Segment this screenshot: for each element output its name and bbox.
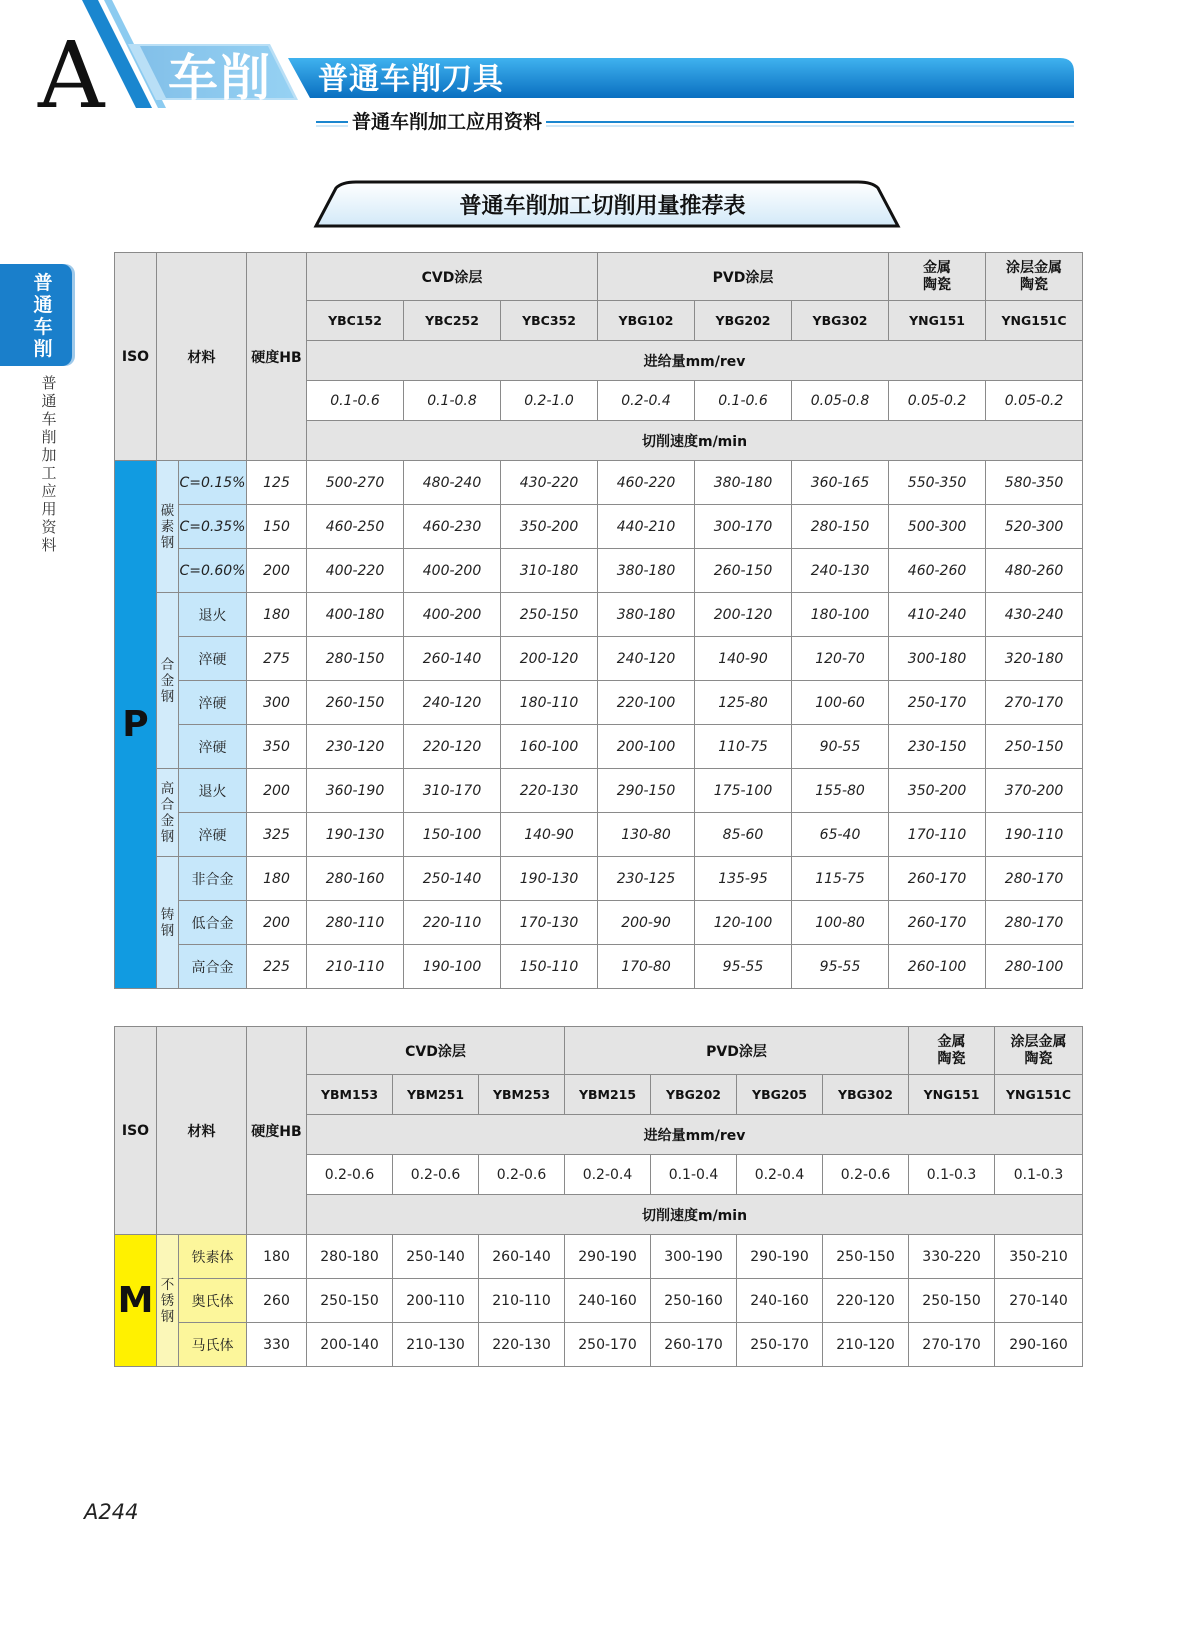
material-sub-cell: 马氏体 [179,1323,247,1367]
material-sub-cell: C=0.60% [179,549,247,593]
material-sub-cell: 铁素体 [179,1235,247,1279]
speed-cell: 170-80 [598,945,695,989]
speed-cell: 260-170 [889,901,986,945]
speed-cell: 180-110 [501,681,598,725]
speed-cell: 250-150 [823,1235,909,1279]
grade-header: YBG302 [792,301,889,341]
table-row [115,813,1083,857]
speed-cell: 290-150 [598,769,695,813]
speed-cell: 210-110 [307,945,404,989]
material-sub-cell: 淬硬 [179,725,247,769]
speed-cell: 200-100 [598,725,695,769]
speed-cell: 460-260 [889,549,986,593]
section-title: 车削 [168,49,272,107]
speed-cell: 400-200 [404,549,501,593]
speed-cell: 250-150 [501,593,598,637]
hardness-cell: 225 [247,945,307,989]
speed-cell: 170-130 [501,901,598,945]
speed-cell: 200-90 [598,901,695,945]
side-vertical-text: 普通车削加工应用资料 [41,374,57,554]
feed-label: 进给量mm/rev [307,341,1083,381]
cermet-header-text: 金属陶瓷 [923,259,952,293]
speed-cell: 150-110 [501,945,598,989]
speed-cell: 280-150 [307,637,404,681]
hardness-cell: 350 [247,725,307,769]
page-number: A244 [84,1500,139,1524]
table-row [115,769,1083,813]
grade-header: YBG205 [737,1075,823,1115]
speed-cell: 460-250 [307,505,404,549]
speed-cell: 260-150 [695,549,792,593]
speed-cell: 250-160 [651,1279,737,1323]
table-row [115,593,1083,637]
speed-cell: 260-140 [404,637,501,681]
material-sub-cell: C=0.35% [179,505,247,549]
speed-cell: 290-190 [565,1235,651,1279]
cermet-group-header [909,1027,995,1075]
speed-cell: 400-220 [307,549,404,593]
iso-header: ISO [115,1027,157,1235]
speed-cell: 580-350 [986,461,1083,505]
speed-cell: 95-55 [792,945,889,989]
speed-cell: 125-80 [695,681,792,725]
speed-cell: 310-170 [404,769,501,813]
speed-cell: 190-100 [404,945,501,989]
speed-cell: 250-170 [737,1323,823,1367]
speed-cell: 250-150 [307,1279,393,1323]
speed-cell: 240-160 [737,1279,823,1323]
speed-cell: 430-220 [501,461,598,505]
cutting-table-p [114,252,1083,989]
speed-cell: 400-180 [307,593,404,637]
coated-cermet-header-text: 涂层金属陶瓷 [1006,259,1063,293]
material-group-label: 合金钢 [160,656,175,705]
table-title: 普通车削加工切削用量推荐表 [459,194,746,219]
feed-value: 0.1-0.6 [307,381,404,421]
speed-label: 切削速度m/min [307,421,1083,461]
speed-cell: 210-120 [823,1323,909,1367]
feed-value: 0.05-0.8 [792,381,889,421]
speed-cell: 200-120 [695,593,792,637]
speed-cell: 380-180 [695,461,792,505]
cutting-table-m [114,1026,1083,1367]
hardness-cell: 330 [247,1323,307,1367]
grade-header: YBC152 [307,301,404,341]
speed-cell: 500-300 [889,505,986,549]
material-sub-cell: 退火 [179,593,247,637]
speed-cell: 240-120 [598,637,695,681]
hardness-cell: 200 [247,769,307,813]
speed-cell: 520-300 [986,505,1083,549]
grade-header: YNG151 [889,301,986,341]
grade-header: YBG102 [598,301,695,341]
material-group-label: 铸钢 [160,906,175,939]
hardness-header: 硬度HB [247,1027,307,1235]
hardness-cell: 200 [247,549,307,593]
speed-cell: 350-210 [995,1235,1083,1279]
hardness-cell: 180 [247,1235,307,1279]
speed-cell: 280-150 [792,505,889,549]
hardness-header: 硬度HB [247,253,307,461]
speed-cell: 310-180 [501,549,598,593]
feed-value: 0.1-0.8 [404,381,501,421]
feed-value: 0.1-0.6 [695,381,792,421]
hardness-cell: 180 [247,857,307,901]
speed-cell: 150-100 [404,813,501,857]
hardness-cell: 325 [247,813,307,857]
side-tab-label: 普通车削 [33,272,53,360]
speed-cell: 110-75 [695,725,792,769]
speed-cell: 290-160 [995,1323,1083,1367]
speed-cell: 400-200 [404,593,501,637]
speed-cell: 370-200 [986,769,1083,813]
speed-cell: 190-130 [501,857,598,901]
material-group-cell [157,857,179,989]
grade-header: YBM253 [479,1075,565,1115]
cvd-group-header: CVD涂层 [307,1027,565,1075]
page-subtitle: 普通车削加工应用资料 [348,109,546,135]
grade-header: YBG302 [823,1075,909,1115]
grade-header: YNG151C [986,301,1083,341]
speed-cell: 270-170 [986,681,1083,725]
speed-cell: 260-150 [307,681,404,725]
table-row [115,1279,1083,1323]
hardness-cell: 275 [247,637,307,681]
pvd-group-header: PVD涂层 [565,1027,909,1075]
speed-cell: 240-160 [565,1279,651,1323]
table-row [115,637,1083,681]
speed-cell: 250-140 [393,1235,479,1279]
cermet-header-text: 金属陶瓷 [937,1033,966,1067]
speed-cell: 550-350 [889,461,986,505]
speed-cell: 280-170 [986,901,1083,945]
grade-header: YBC352 [501,301,598,341]
table-row [115,505,1083,549]
speed-cell: 300-170 [695,505,792,549]
table-row [115,461,1083,505]
speed-cell: 360-165 [792,461,889,505]
hardness-cell: 200 [247,901,307,945]
speed-cell: 480-260 [986,549,1083,593]
table-row [115,549,1083,593]
speed-cell: 270-140 [995,1279,1083,1323]
speed-cell: 240-120 [404,681,501,725]
table-row [115,1323,1083,1367]
hardness-cell: 300 [247,681,307,725]
speed-cell: 280-160 [307,857,404,901]
material-group-cell [157,1235,179,1367]
speed-cell: 260-140 [479,1235,565,1279]
iso-header: ISO [115,253,157,461]
feed-value: 0.2-0.6 [393,1155,479,1195]
iso-class-cell: P [115,461,157,989]
speed-cell: 180-100 [792,593,889,637]
speed-cell: 115-75 [792,857,889,901]
table-row [115,901,1083,945]
feed-value: 0.2-0.4 [598,381,695,421]
speed-cell: 220-110 [404,901,501,945]
grade-header: YBC252 [404,301,501,341]
speed-cell: 210-110 [479,1279,565,1323]
speed-cell: 130-80 [598,813,695,857]
speed-cell: 250-150 [909,1279,995,1323]
material-header: 材料 [157,1027,247,1235]
speed-cell: 430-240 [986,593,1083,637]
speed-cell: 330-220 [909,1235,995,1279]
material-sub-cell: 奥氏体 [179,1279,247,1323]
speed-cell: 160-100 [501,725,598,769]
speed-cell: 200-110 [393,1279,479,1323]
section-letter: A [38,22,105,129]
coated-cermet-header-text: 涂层金属陶瓷 [1010,1033,1067,1067]
speed-cell: 250-170 [889,681,986,725]
speed-cell: 200-140 [307,1323,393,1367]
speed-cell: 190-130 [307,813,404,857]
speed-cell: 120-70 [792,637,889,681]
material-sub-cell: 退火 [179,769,247,813]
speed-cell: 155-80 [792,769,889,813]
speed-cell: 280-180 [307,1235,393,1279]
speed-cell: 230-120 [307,725,404,769]
feed-value: 0.1-0.4 [651,1155,737,1195]
speed-cell: 200-120 [501,637,598,681]
speed-cell: 300-180 [889,637,986,681]
speed-cell: 250-170 [565,1323,651,1367]
speed-cell: 290-190 [737,1235,823,1279]
material-header: 材料 [157,253,247,461]
speed-cell: 140-90 [501,813,598,857]
feed-value: 0.2-0.4 [737,1155,823,1195]
speed-cell: 170-110 [889,813,986,857]
feed-value: 0.2-0.6 [823,1155,909,1195]
speed-cell: 220-130 [501,769,598,813]
grade-header: YBG202 [695,301,792,341]
pvd-group-header: PVD涂层 [598,253,889,301]
feed-value: 0.05-0.2 [986,381,1083,421]
speed-cell: 100-80 [792,901,889,945]
feed-value: 0.1-0.3 [995,1155,1083,1195]
grade-header: YBM153 [307,1075,393,1115]
grade-header: YBM251 [393,1075,479,1115]
hardness-cell: 180 [247,593,307,637]
speed-cell: 500-270 [307,461,404,505]
speed-cell: 460-220 [598,461,695,505]
material-group-label: 高合金钢 [160,780,175,845]
speed-cell: 350-200 [501,505,598,549]
speed-cell: 95-55 [695,945,792,989]
speed-cell: 240-130 [792,549,889,593]
cvd-group-header: CVD涂层 [307,253,598,301]
speed-cell: 300-190 [651,1235,737,1279]
speed-cell: 480-240 [404,461,501,505]
material-group-cell [157,461,179,593]
table-row [115,681,1083,725]
hardness-cell: 260 [247,1279,307,1323]
material-sub-cell: C=0.15% [179,461,247,505]
speed-cell: 220-130 [479,1323,565,1367]
speed-cell: 280-170 [986,857,1083,901]
grade-header: YBG202 [651,1075,737,1115]
bar-title: 普通车削刀具 [318,62,504,97]
material-sub-cell: 淬硬 [179,637,247,681]
speed-cell: 260-170 [889,857,986,901]
speed-cell: 380-180 [598,549,695,593]
speed-cell: 280-110 [307,901,404,945]
feed-value: 0.2-0.4 [565,1155,651,1195]
speed-cell: 175-100 [695,769,792,813]
material-group-cell [157,593,179,769]
speed-cell: 90-55 [792,725,889,769]
material-group-label: 碳素钢 [160,502,175,551]
feed-value: 0.2-0.6 [479,1155,565,1195]
material-sub-cell: 非合金 [179,857,247,901]
speed-cell: 260-100 [889,945,986,989]
material-sub-cell: 高合金 [179,945,247,989]
speed-cell: 320-180 [986,637,1083,681]
coated-cermet-group-header [995,1027,1083,1075]
speed-cell: 85-60 [695,813,792,857]
speed-cell: 135-95 [695,857,792,901]
grade-header: YBM215 [565,1075,651,1115]
speed-cell: 120-100 [695,901,792,945]
speed-cell: 460-230 [404,505,501,549]
hardness-cell: 150 [247,505,307,549]
material-group-cell [157,769,179,857]
speed-cell: 220-120 [404,725,501,769]
speed-cell: 270-170 [909,1323,995,1367]
speed-cell: 190-110 [986,813,1083,857]
feed-value: 0.1-0.3 [909,1155,995,1195]
table-row [115,725,1083,769]
grade-header: YNG151 [909,1075,995,1115]
table-row [115,945,1083,989]
speed-cell: 250-140 [404,857,501,901]
feed-label: 进给量mm/rev [307,1115,1083,1155]
table-row [115,857,1083,901]
feed-value: 0.2-0.6 [307,1155,393,1195]
speed-cell: 140-90 [695,637,792,681]
material-group-label: 不锈钢 [160,1276,175,1325]
speed-cell: 360-190 [307,769,404,813]
coated-cermet-group-header [986,253,1083,301]
feed-value: 0.05-0.2 [889,381,986,421]
speed-label: 切削速度m/min [307,1195,1083,1235]
cermet-group-header [889,253,986,301]
speed-cell: 65-40 [792,813,889,857]
material-sub-cell: 低合金 [179,901,247,945]
material-sub-cell: 淬硬 [179,681,247,725]
speed-cell: 230-125 [598,857,695,901]
iso-class-cell: M [115,1235,157,1367]
hardness-cell: 125 [247,461,307,505]
speed-cell: 220-100 [598,681,695,725]
speed-cell: 220-120 [823,1279,909,1323]
table-row [115,1235,1083,1279]
speed-cell: 250-150 [986,725,1083,769]
grade-header: YNG151C [995,1075,1083,1115]
speed-cell: 280-100 [986,945,1083,989]
speed-cell: 100-60 [792,681,889,725]
speed-cell: 260-170 [651,1323,737,1367]
speed-cell: 380-180 [598,593,695,637]
speed-cell: 230-150 [889,725,986,769]
speed-cell: 350-200 [889,769,986,813]
speed-cell: 210-130 [393,1323,479,1367]
speed-cell: 410-240 [889,593,986,637]
feed-value: 0.2-1.0 [501,381,598,421]
material-sub-cell: 淬硬 [179,813,247,857]
speed-cell: 440-210 [598,505,695,549]
